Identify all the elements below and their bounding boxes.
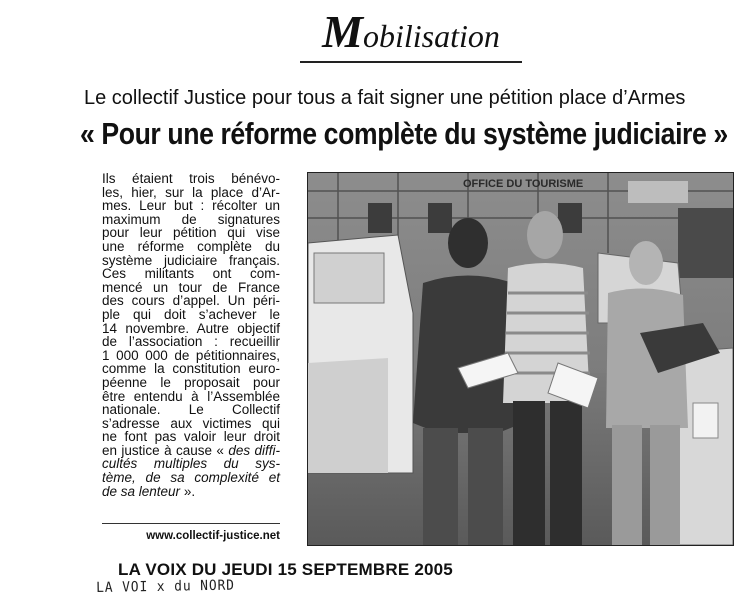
body-quote-italic: tème, de sa complexité et	[102, 470, 280, 486]
body-line: ne font pas valoir leur droit	[102, 429, 280, 445]
body-line: 14 novembre. Autre objectif	[102, 320, 280, 336]
body-line: une réforme complète du	[102, 238, 280, 254]
article-headline: « Pour une réforme complète du système judiciaire »	[80, 116, 728, 151]
section-title-initial: M	[322, 6, 363, 57]
photo-illustration	[308, 173, 733, 545]
body-line-text: ».	[180, 483, 196, 499]
body-line	[102, 485, 280, 499]
publication-dateline: LA VOIX DU JEUDI 15 SEPTEMBRE 2005	[118, 560, 453, 579]
body-line: mencé un tour de France	[102, 279, 280, 295]
body-line: ple qui doit s’achever le	[102, 306, 280, 322]
body-line: les, hier, sur la place d’Ar-	[102, 184, 280, 200]
body-line: 1 000 000 de pétitionnaires,	[102, 347, 280, 363]
body-line: être entendu à l’Assemblée	[102, 388, 280, 404]
body-line: pour leur pétition qui vise	[102, 225, 280, 241]
article-kicker: Le collectif Justice pour tous a fait signer une pétition place d’Armes	[84, 87, 686, 109]
column-rule	[102, 523, 280, 524]
body-line-mixed	[102, 444, 280, 458]
section-rule	[300, 61, 522, 63]
body-line	[102, 471, 280, 485]
body-line: maximum de signatures	[102, 211, 280, 227]
handwritten-note: LA VOI x du NORD	[96, 577, 236, 596]
body-line: péenne le proposait pour	[102, 374, 280, 390]
body-line: s’adresse aux victimes qui	[102, 415, 280, 431]
body-line	[102, 457, 280, 471]
body-line: de l’association : recueillir	[102, 334, 280, 350]
article-body	[102, 172, 280, 498]
body-line-text: en justice à cause «	[102, 442, 229, 458]
body-line: nationale. Le Collectif	[102, 402, 280, 418]
website-credit: www.collectif-justice.net	[146, 530, 280, 542]
body-line: des cours d’appel. Un péri-	[102, 293, 280, 309]
body-quote-italic: de sa lenteur	[102, 483, 181, 499]
body-quote-italic: cultés multiples du sys-	[102, 456, 280, 472]
article-photo	[307, 172, 734, 546]
section-title-rest: obilisation	[363, 18, 500, 54]
body-line: comme la constitution euro-	[102, 361, 280, 377]
body-line: Ces militants ont com-	[102, 266, 280, 282]
body-line: mes. Leur but : récolter un	[102, 198, 280, 214]
section-title	[296, 6, 526, 58]
body-line: Ils étaient trois bénévo-	[102, 171, 280, 186]
photo-building-sign: OFFICE DU TOURISME	[463, 178, 584, 190]
body-line: système judiciaire français.	[102, 252, 280, 268]
body-quote-italic: des diffi-	[228, 442, 280, 458]
